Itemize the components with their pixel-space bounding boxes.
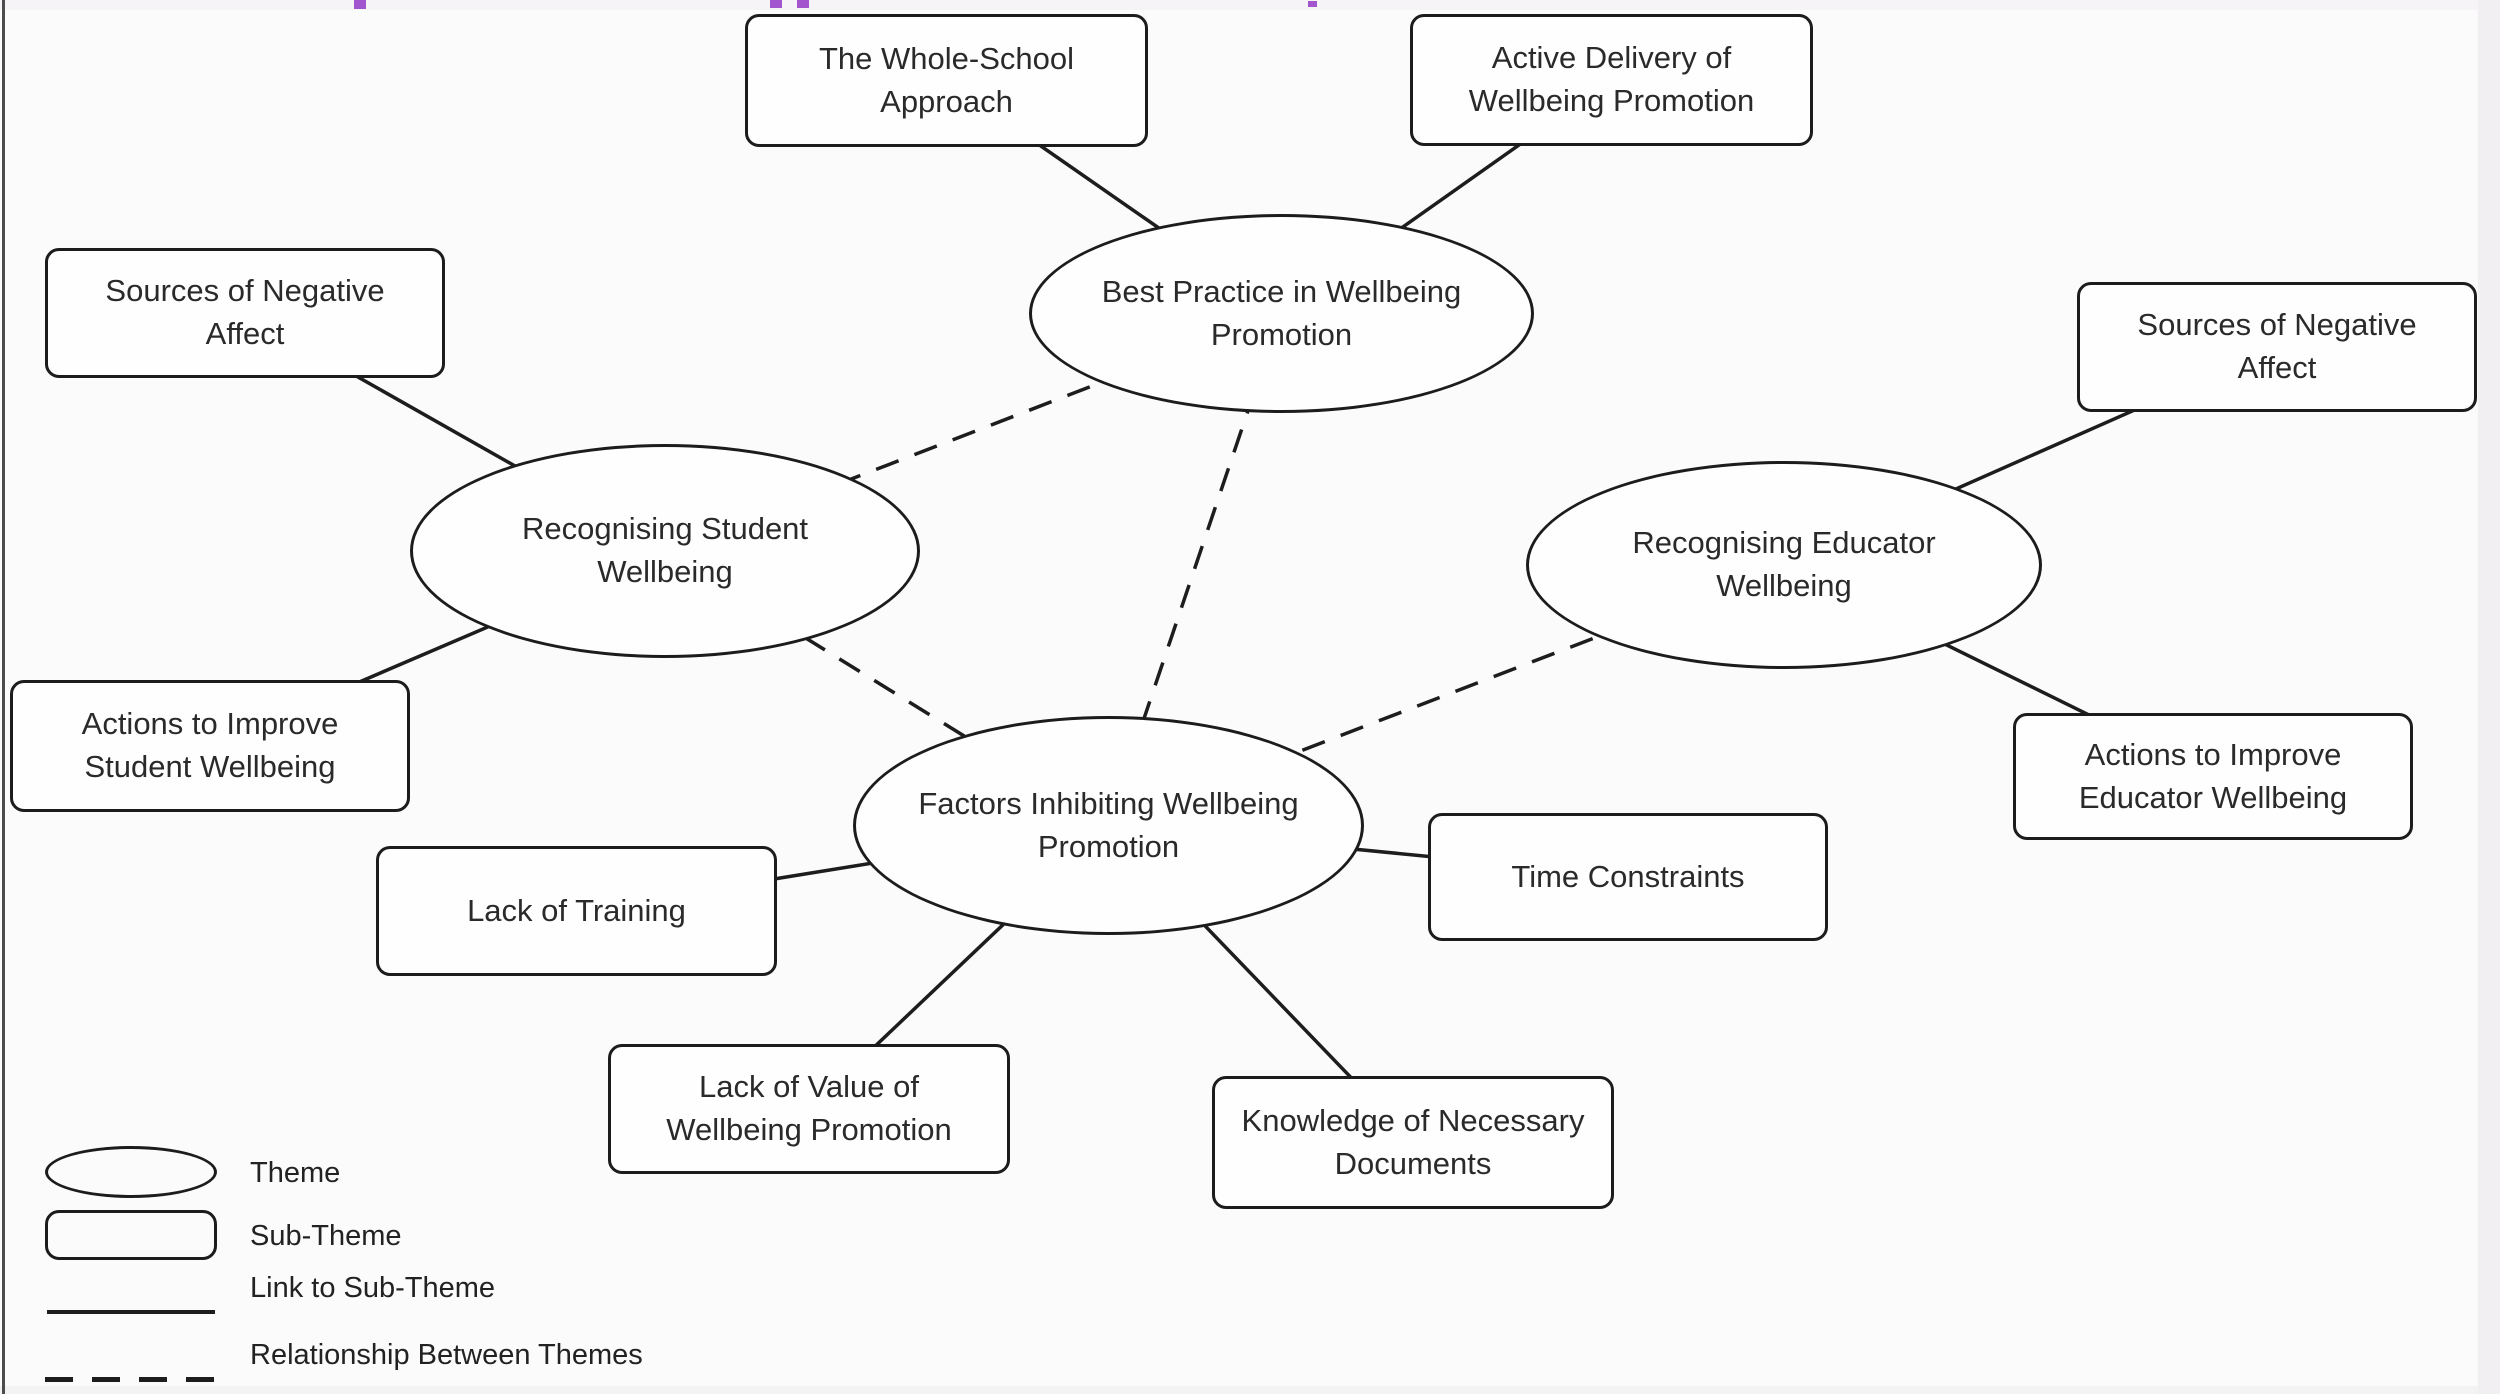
legend-subtheme-label: Sub-Theme bbox=[250, 1220, 402, 1252]
legend-link-label: Link to Sub-Theme bbox=[250, 1272, 496, 1304]
legend-solid-line-symbol bbox=[47, 1310, 215, 1314]
subtheme-label: Sources of Negative Affect bbox=[105, 273, 385, 351]
legend-theme-symbol bbox=[45, 1146, 217, 1198]
subtheme-label: Sources of Negative Affect bbox=[2137, 307, 2417, 385]
theme-ellipse-factors-inhibiting bbox=[853, 716, 1364, 935]
theme-ellipse-recognising-educator bbox=[1526, 461, 2042, 669]
legend-theme-label: Theme bbox=[250, 1157, 341, 1189]
subtheme-label: Lack of Training bbox=[467, 892, 686, 928]
subtheme-label: Knowledge of Necessary Documents bbox=[1241, 1102, 1585, 1181]
legend-dashed-line-symbol bbox=[45, 1377, 215, 1382]
theme-label: Best Practice in Wellbeing Promotion bbox=[1101, 273, 1462, 352]
legend-relationship-label: Relationship Between Themes bbox=[250, 1339, 643, 1371]
subtheme-box-lack-of-training bbox=[376, 846, 777, 976]
subtheme-box-whole-school-approach bbox=[745, 14, 1148, 147]
theme-label: Recognising Educator Wellbeing bbox=[1632, 525, 1936, 603]
subtheme-label: Time Constraints bbox=[1511, 858, 1745, 894]
subtheme-box-actions-improve-student bbox=[10, 680, 410, 812]
subtheme-label: Active Delivery of Wellbeing Promotion bbox=[1468, 40, 1755, 118]
subtheme-box-lack-of-value bbox=[608, 1044, 1010, 1174]
subtheme-label: Actions to Improve Educator Wellbeing bbox=[2078, 736, 2348, 815]
subtheme-box-time-constraints bbox=[1428, 813, 1828, 941]
subtheme-label: The Whole-School Approach bbox=[818, 40, 1074, 119]
subtheme-box-sources-negative-affect-educator bbox=[2077, 282, 2477, 412]
subtheme-label: Lack of Value of Wellbeing Promotion bbox=[666, 1069, 952, 1147]
theme-label: Recognising Student Wellbeing bbox=[521, 511, 809, 589]
subtheme-label: Actions to Improve Student Wellbeing bbox=[81, 706, 339, 784]
subtheme-box-actions-improve-educator bbox=[2013, 713, 2413, 840]
theme-ellipse-recognising-student bbox=[410, 444, 920, 658]
theme-label: Factors Inhibiting Wellbeing Promotion bbox=[918, 785, 1299, 864]
subtheme-box-active-delivery bbox=[1410, 14, 1813, 146]
theme-ellipse-best-practice bbox=[1029, 214, 1534, 413]
subtheme-box-sources-negative-affect-student bbox=[45, 248, 445, 378]
legend-subtheme-symbol bbox=[45, 1210, 217, 1260]
subtheme-box-knowledge-documents bbox=[1212, 1076, 1614, 1209]
